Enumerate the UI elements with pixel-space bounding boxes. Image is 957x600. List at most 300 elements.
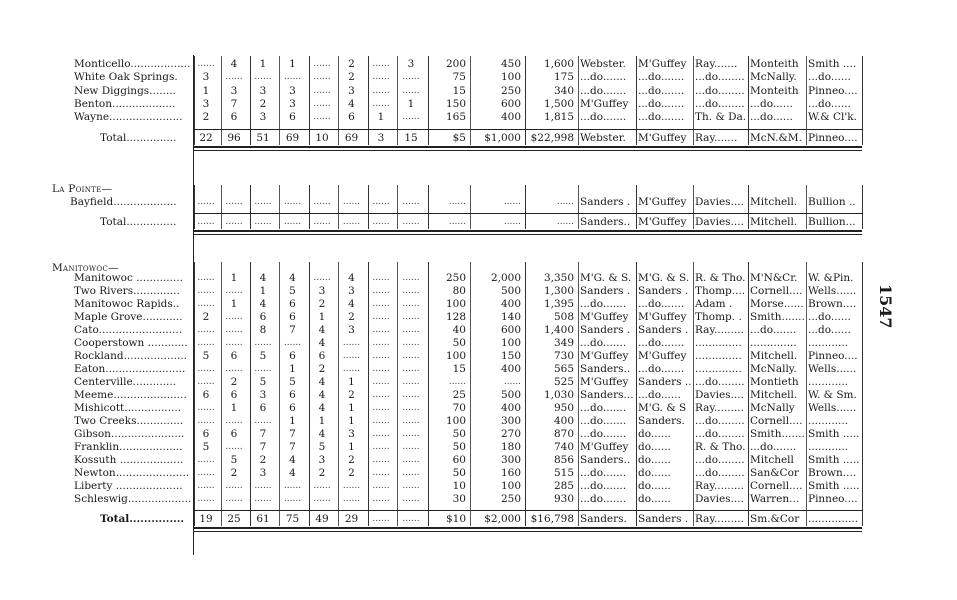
- table-cell-text: ...do......: [750, 97, 793, 110]
- table-cell: ......: [197, 325, 215, 335]
- row-name: Liberty ....................: [74, 480, 183, 492]
- table-cell: 4: [289, 454, 296, 466]
- row-name: Manitowoc ..............: [74, 272, 183, 284]
- table-cell-text: M'G. & S.: [638, 272, 690, 284]
- table-cell: ......: [372, 390, 390, 400]
- table-cell: ......: [313, 98, 331, 109]
- row-name: Kossuth ...................: [74, 454, 184, 466]
- table-cell-text: Cornell....: [750, 285, 803, 297]
- table-cell: 3: [348, 285, 355, 297]
- table-cell: 1: [348, 415, 355, 427]
- table-cell: 1: [318, 311, 326, 323]
- table-cell: 50: [452, 337, 466, 349]
- table-cell-text: ...do.......: [638, 298, 685, 310]
- table-cell: 740: [553, 441, 574, 453]
- table-cell: 3: [289, 97, 296, 110]
- total-cell: ......: [313, 217, 331, 228]
- table-cell: 7: [289, 441, 296, 453]
- table-cell: ......: [402, 364, 420, 374]
- table-cell-text: ...do........: [695, 454, 745, 466]
- table-cell: 2: [348, 58, 355, 70]
- table-cell: ......: [197, 494, 215, 504]
- table-cell: 2: [348, 389, 355, 401]
- total-bottom-rule: [194, 146, 862, 148]
- column-rule: [636, 262, 637, 526]
- table-cell-text: Smith.......: [750, 311, 805, 323]
- table-cell: ......: [342, 197, 361, 207]
- table-cell: 400: [500, 402, 521, 414]
- table-cell: ......: [372, 85, 390, 96]
- table-cell-text: ...do.......: [638, 97, 685, 110]
- table-cell-text: Ray.......: [695, 58, 738, 70]
- table-cell: 3: [230, 84, 238, 97]
- total-cell: ......: [503, 217, 521, 228]
- column-rule: [862, 56, 863, 145]
- row-name: Cooperstown ............: [74, 337, 188, 349]
- table-cell: 100: [500, 480, 521, 492]
- total-cell: 3: [377, 131, 385, 144]
- table-cell-text: Sanders...: [580, 389, 634, 401]
- table-cell: 7: [230, 97, 238, 110]
- row-name: Cato.........................: [74, 324, 183, 336]
- row-name: White Oak Springs.: [74, 71, 178, 84]
- total-cell: $10: [445, 513, 466, 525]
- table-cell: 1: [259, 285, 267, 297]
- table-cell: ......: [225, 72, 243, 83]
- table-cell: 6: [202, 389, 210, 401]
- table-cell: 6: [348, 111, 355, 124]
- table-cell: ......: [197, 59, 215, 69]
- table-cell: 1,500: [543, 97, 574, 110]
- table-cell-text: McNally: [750, 402, 795, 414]
- table-cell-text: ...do.......: [638, 71, 685, 84]
- table-cell: ......: [372, 364, 390, 374]
- table-cell: ......: [372, 273, 390, 283]
- table-cell-text: Mitchell.: [750, 350, 798, 362]
- total-cell: 25: [227, 513, 241, 525]
- table-cell-text: M'G. & S: [638, 402, 687, 414]
- table-cell-text: Wells......: [808, 402, 857, 414]
- table-cell: ......: [197, 197, 215, 207]
- table-cell: 2,000: [490, 272, 521, 284]
- table-cell-text: ...do......: [808, 71, 851, 84]
- table-cell: ......: [402, 85, 420, 96]
- table-cell: 4: [348, 272, 355, 284]
- table-cell-text: Monteith: [750, 84, 799, 97]
- table-cell: 40: [452, 324, 466, 336]
- table-cell: 340: [553, 84, 574, 97]
- total-cell: $16,798: [530, 513, 574, 525]
- table-cell: 3,350: [543, 272, 574, 284]
- table-cell: ......: [372, 416, 390, 426]
- table-cell-text: Sanders.: [638, 415, 685, 427]
- table-cell: ......: [197, 338, 215, 348]
- table-cell-text: Wells......: [808, 363, 857, 375]
- total-bottom-rule: [194, 234, 862, 235]
- table-cell-text: ...do.......: [638, 84, 685, 97]
- table-cell: 15: [452, 84, 466, 97]
- table-cell: ......: [372, 325, 390, 335]
- table-cell: 3: [348, 428, 355, 440]
- table-cell: ......: [225, 197, 243, 207]
- table-cell: 2: [318, 363, 326, 375]
- table-cell: 4: [348, 97, 355, 110]
- total-cell: $1,000: [484, 131, 521, 144]
- table-cell: 100: [500, 71, 521, 84]
- table-cell: ......: [402, 273, 420, 283]
- table-cell: ......: [372, 197, 390, 207]
- table-cell: ......: [372, 468, 390, 478]
- table-cell: 250: [445, 272, 466, 284]
- column-rule: [578, 185, 579, 229]
- table-cell: 70: [452, 402, 466, 414]
- table-cell: 2: [318, 298, 326, 310]
- total-cell-text: McN.&M.: [750, 131, 802, 144]
- table-cell: 2: [348, 454, 355, 466]
- column-rule: [806, 185, 807, 229]
- table-cell-text: McNally.: [750, 71, 797, 84]
- total-cell-text: Pinneo....: [808, 131, 858, 144]
- table-cell: 3: [348, 324, 355, 336]
- table-cell: ......: [342, 494, 361, 504]
- table-cell: 3: [289, 84, 296, 97]
- table-cell: 3: [348, 84, 355, 97]
- table-cell: 5: [202, 441, 210, 453]
- table-cell: 4: [318, 389, 326, 401]
- table-cell: 6: [289, 389, 296, 401]
- column-rule: [578, 56, 579, 145]
- table-cell-text: do......: [638, 441, 671, 453]
- total-cell: ......: [372, 217, 390, 228]
- row-name: Meeme......................: [74, 389, 187, 401]
- table-cell-text: W.& Cl'k.: [808, 111, 857, 124]
- table-cell: 6: [230, 428, 238, 440]
- total-cell: ......: [254, 217, 272, 228]
- table-cell: ......: [254, 338, 272, 348]
- table-cell: 25: [452, 389, 466, 401]
- table-cell: ......: [402, 390, 420, 400]
- row-name: Bayfield...................: [70, 196, 177, 208]
- column-rule: [693, 56, 694, 145]
- table-cell-text: R. & Tho.: [695, 441, 746, 453]
- total-cell: ......: [283, 217, 302, 228]
- table-cell: 2: [230, 376, 238, 388]
- table-cell: ......: [313, 59, 331, 69]
- table-cell: ......: [402, 299, 420, 309]
- table-cell: 180: [500, 441, 521, 453]
- table-cell: ......: [402, 286, 420, 296]
- table-cell: 1,300: [543, 285, 574, 297]
- total-bottom-rule: [194, 230, 862, 232]
- table-cell: 250: [500, 493, 521, 505]
- table-cell: ......: [197, 286, 215, 296]
- table-cell-text: M'Guffey: [638, 350, 687, 362]
- table-cell-text: Sanders .: [638, 324, 689, 336]
- table-cell-text: Mitchell.: [750, 389, 798, 401]
- total-cell: 19: [199, 513, 213, 525]
- table-cell-text: Bullion ..: [808, 196, 856, 208]
- table-cell-text: Mitchell: [750, 454, 794, 466]
- table-cell-text: W. &Pin.: [808, 272, 854, 284]
- table-cell: ......: [225, 312, 243, 322]
- table-cell: 75: [452, 71, 466, 84]
- total-cell: 29: [344, 513, 359, 525]
- table-cell: 6: [259, 311, 267, 323]
- table-cell: ......: [254, 197, 272, 207]
- table-cell-text: Thomp. .: [695, 311, 742, 323]
- table-cell: ......: [372, 59, 390, 69]
- total-cell: 51: [256, 131, 270, 144]
- column-rule: [806, 56, 807, 145]
- row-name: Schleswig...................: [74, 493, 192, 505]
- table-cell: 3: [318, 285, 326, 297]
- total-cell: $22,998: [530, 131, 574, 144]
- table-cell-text: San&Cor: [750, 467, 799, 479]
- total-top-rule: [194, 510, 862, 511]
- table-cell-text: W. & Sm.: [808, 389, 857, 401]
- table-cell-text: ............: [808, 441, 849, 453]
- table-cell: 856: [553, 454, 574, 466]
- table-cell: 1,030: [543, 389, 574, 401]
- table-cell-text: Brown....: [808, 467, 857, 479]
- table-cell: 160: [500, 467, 521, 479]
- total-cell: 10: [315, 131, 329, 144]
- table-cell: ......: [372, 98, 390, 109]
- table-cell: 6: [230, 350, 238, 362]
- total-cell: ......: [556, 217, 574, 228]
- table-cell-text: Pinneo....: [808, 84, 858, 97]
- table-cell: ......: [372, 442, 390, 452]
- total-label: Total...............: [100, 131, 177, 144]
- total-cell: $2,000: [484, 513, 521, 525]
- table-cell: 3: [259, 467, 267, 479]
- table-cell: ......: [313, 85, 331, 96]
- table-cell: 1,600: [543, 58, 574, 70]
- table-cell-text: do......: [638, 454, 671, 466]
- table-cell: ......: [372, 338, 390, 348]
- table-cell-text: do......: [638, 480, 671, 492]
- table-cell: ......: [342, 364, 361, 374]
- table-cell-text: Webster.: [580, 58, 626, 70]
- page-number: 1547: [876, 284, 895, 329]
- table-cell-text: ...do......: [638, 389, 681, 401]
- row-name: Benton...................: [74, 97, 176, 110]
- total-cell: 15: [404, 131, 418, 144]
- total-cell: 22: [199, 131, 213, 144]
- table-cell-text: M'Guffey: [580, 376, 629, 388]
- total-cell-text: ...............: [808, 513, 859, 525]
- table-cell: 400: [500, 363, 521, 375]
- table-cell-text: Ray.........: [695, 402, 744, 414]
- total-cell-text: Mitchell.: [750, 216, 798, 229]
- table-cell: 1: [318, 415, 326, 427]
- table-cell: ......: [254, 72, 272, 83]
- table-cell: ......: [402, 72, 420, 83]
- total-cell: ......: [225, 217, 243, 228]
- table-cell-text: Mitchell.: [750, 196, 798, 208]
- table-cell: 500: [500, 389, 521, 401]
- table-cell: 80: [452, 285, 466, 297]
- table-cell: 3: [407, 58, 415, 70]
- table-cell-text: Davies....: [695, 196, 744, 208]
- table-cell-text: ...do.......: [580, 71, 627, 84]
- table-cell: 30: [452, 493, 466, 505]
- table-cell: 3: [259, 111, 267, 124]
- table-cell: 50: [452, 467, 466, 479]
- table-cell-text: Thomp....: [695, 285, 746, 297]
- table-cell: 1: [407, 97, 415, 110]
- row-name: Maple Grove............: [74, 311, 183, 323]
- table-cell-text: M'Guffey: [580, 311, 629, 323]
- table-cell: 1: [259, 58, 267, 70]
- table-cell: 600: [500, 324, 521, 336]
- table-cell: 140: [500, 311, 521, 323]
- table-cell: ......: [225, 442, 243, 452]
- table-cell: 6: [318, 350, 326, 362]
- table-cell-text: ............: [808, 415, 849, 427]
- table-cell-text: do......: [638, 493, 671, 505]
- table-cell: ......: [372, 455, 390, 465]
- table-cell: 5: [202, 350, 210, 362]
- table-cell-text: M'N&Cr.: [750, 272, 798, 284]
- table-cell: 3: [259, 389, 267, 401]
- table-cell-text: McNally.: [750, 363, 797, 375]
- total-cell: 75: [285, 513, 300, 525]
- total-cell-text: Davies....: [695, 216, 744, 229]
- table-cell: ......: [283, 494, 302, 504]
- table-cell: 6: [289, 111, 296, 124]
- table-cell-text: do......: [638, 428, 671, 440]
- table-cell: 930: [553, 493, 574, 505]
- table-cell: 5: [259, 350, 267, 362]
- table-cell: ......: [313, 481, 331, 491]
- table-cell: 1: [230, 298, 238, 310]
- column-rule: [636, 185, 637, 229]
- table-cell-text: ...do........: [695, 415, 745, 427]
- table-cell: 250: [500, 84, 521, 97]
- table-cell: ......: [402, 312, 420, 322]
- table-cell-text: ...do......: [808, 97, 851, 110]
- table-cell: ......: [225, 338, 243, 348]
- table-cell: ......: [402, 112, 420, 123]
- total-cell: 61: [256, 513, 270, 525]
- column-rule: [693, 262, 694, 526]
- table-cell-text: Smith ....: [808, 58, 857, 70]
- total-cell-text: Bullion...: [808, 216, 856, 229]
- column-rule: [862, 262, 863, 526]
- column-rule: [748, 185, 749, 229]
- table-cell-text: Davies....: [695, 389, 744, 401]
- table-cell: ......: [402, 325, 420, 335]
- row-name: Manitowoc Rapids..: [74, 298, 180, 310]
- table-cell: 870: [553, 428, 574, 440]
- table-cell-text: ..............: [695, 363, 742, 375]
- table-cell: 1: [348, 441, 355, 453]
- table-cell-text: M'Guffey: [638, 58, 687, 70]
- county-heading: La Pointe—: [52, 183, 113, 195]
- table-cell-text: Sanders ..: [638, 376, 692, 388]
- table-cell-text: Smith .....: [808, 480, 860, 492]
- table-cell: ......: [313, 273, 331, 283]
- row-name: Two Creeks..............: [74, 415, 184, 427]
- total-cell: ......: [402, 217, 420, 228]
- table-cell: 950: [553, 402, 574, 414]
- table-cell: 4: [318, 337, 326, 349]
- table-cell: 1: [289, 58, 296, 70]
- table-cell-text: ...do......: [808, 311, 851, 323]
- row-name: Eaton........................: [74, 363, 186, 375]
- table-cell-text: M'Guffey: [638, 196, 687, 208]
- table-cell: 1: [348, 376, 355, 388]
- column-rule: [806, 262, 807, 526]
- table-cell-text: Cornell....: [750, 415, 803, 427]
- table-cell: 730: [553, 350, 574, 362]
- table-cell: 3: [202, 97, 210, 110]
- table-cell: 7: [289, 324, 296, 336]
- total-cell: $5: [452, 131, 466, 144]
- table-cell-text: R. & Tho.: [695, 272, 746, 284]
- table-cell-text: Monteith: [750, 58, 799, 70]
- total-cell: ......: [402, 514, 420, 524]
- table-cell: 128: [445, 311, 466, 323]
- total-label: Total...............: [100, 216, 177, 229]
- table-cell: ......: [402, 494, 420, 504]
- table-cell-text: Sanders..: [580, 363, 631, 375]
- table-cell-text: ............: [808, 376, 849, 388]
- total-cell: 69: [285, 131, 300, 144]
- table-cell: 3: [318, 454, 326, 466]
- table-cell-text: ...do.......: [638, 363, 685, 375]
- table-cell: 3: [202, 71, 210, 84]
- table-cell: 400: [553, 415, 574, 427]
- table-cell-text: Sanders .: [580, 324, 631, 336]
- table-cell: 4: [318, 402, 326, 414]
- table-cell: 1: [348, 402, 355, 414]
- table-cell: ......: [402, 442, 420, 452]
- table-cell-text: ...do.......: [580, 402, 627, 414]
- table-cell: 2: [202, 111, 210, 124]
- table-cell: ......: [225, 494, 243, 504]
- table-cell: ......: [283, 72, 302, 83]
- table-cell: ......: [283, 481, 302, 491]
- table-cell: ......: [342, 351, 361, 361]
- table-cell-text: ...do........: [695, 467, 745, 479]
- table-cell: ......: [372, 481, 390, 491]
- table-cell-text: ...do........: [695, 84, 745, 97]
- table-cell-text: ...do......: [750, 111, 793, 124]
- table-cell: 7: [289, 428, 296, 440]
- table-cell: ......: [283, 338, 302, 348]
- table-cell: 4: [318, 428, 326, 440]
- table-cell: 4: [348, 298, 355, 310]
- table-cell: 100: [445, 350, 466, 362]
- table-cell: 508: [553, 311, 574, 323]
- table-cell: 7: [259, 441, 267, 453]
- total-cell: ......: [372, 514, 390, 524]
- table-cell: ......: [313, 112, 331, 123]
- table-cell-text: ...do.......: [750, 324, 797, 336]
- table-cell: 2: [230, 467, 238, 479]
- table-cell: 175: [553, 71, 574, 84]
- table-cell: ......: [402, 468, 420, 478]
- table-cell: 60: [452, 454, 466, 466]
- table-cell: 8: [259, 324, 267, 336]
- table-cell: ......: [402, 351, 420, 361]
- table-cell: 2: [348, 71, 355, 84]
- table-cell: 1,395: [543, 298, 574, 310]
- row-name: Newton......................: [74, 467, 190, 479]
- table-cell: 400: [500, 111, 521, 124]
